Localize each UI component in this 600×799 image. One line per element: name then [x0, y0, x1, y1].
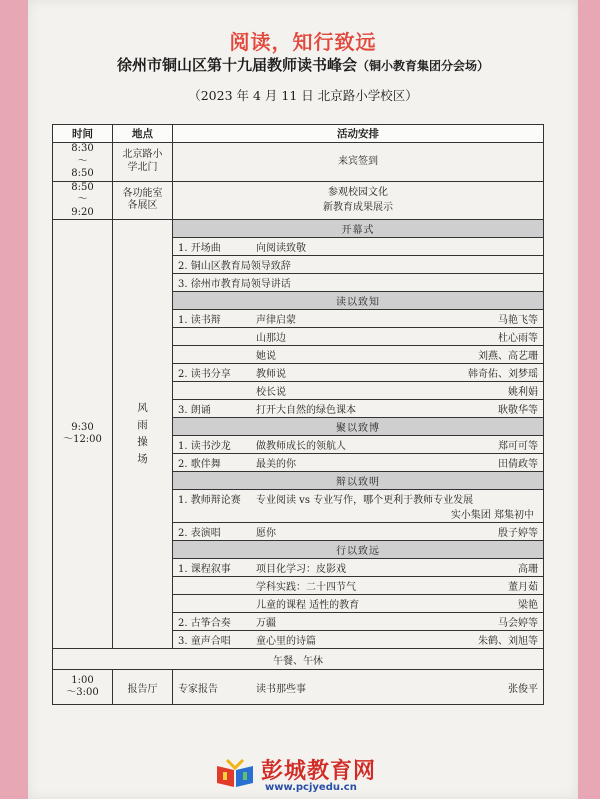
- program-line: [178, 347, 538, 362]
- program-line: [178, 311, 538, 326]
- time-cell: [53, 181, 113, 220]
- time-text: 8:50: [71, 168, 94, 179]
- program-content: 声律启蒙: [256, 315, 296, 326]
- program-content: 项目化学习：皮影戏: [256, 564, 346, 575]
- header-row: [53, 125, 544, 143]
- lunch-row: [53, 649, 544, 670]
- main-place-cell: [113, 220, 173, 649]
- program-person: 田倩政等: [498, 459, 538, 470]
- program-person: 刘燕、高艺珊: [478, 351, 538, 362]
- program-line: [178, 632, 538, 647]
- program-cell: [173, 631, 544, 649]
- section-row: [53, 220, 544, 238]
- time-text: ～: [77, 155, 88, 167]
- section-title: 开幕式: [173, 220, 544, 238]
- activity-text: 新教育成果展示: [323, 202, 393, 214]
- schedule-table: [52, 124, 544, 705]
- program-item: 1. 教师辩论赛: [178, 495, 241, 506]
- program-line: [178, 275, 538, 290]
- program-cell: [173, 577, 544, 595]
- time-text: ～3:00: [66, 687, 99, 698]
- time-text: 9:20: [71, 206, 94, 218]
- afternoon-content: 读书那些事: [256, 683, 306, 695]
- program-item: 3. 童声合唱: [178, 636, 231, 647]
- schedule-row: [53, 143, 544, 182]
- afternoon-item: 专家报告: [178, 683, 218, 695]
- afternoon-row: [53, 670, 544, 705]
- program-item: 1. 读书辩: [178, 315, 221, 326]
- program-person: 韩奇佑、刘梦瑶: [468, 369, 538, 380]
- watermark-logo: [215, 752, 405, 796]
- program-content: 儿童的课程 适性的教育: [256, 600, 360, 611]
- program-line: [178, 578, 538, 593]
- program-line: [178, 614, 538, 629]
- program-cell: [173, 490, 544, 523]
- program-cell: [173, 595, 544, 613]
- program-cell: [173, 364, 544, 382]
- activity-text: 参观校园文化: [328, 187, 388, 199]
- afternoon-line: [178, 680, 538, 695]
- program-line: [178, 455, 538, 470]
- place-text: 北京路小: [122, 149, 163, 161]
- place-char: 操: [137, 436, 148, 448]
- program-content: 童心里的诗篇: [256, 636, 316, 647]
- lunch-cell: 午餐、午休: [53, 649, 544, 670]
- place-cell: [113, 181, 173, 220]
- watermark-name: 彭城教育网: [261, 759, 377, 784]
- program-line: [178, 329, 538, 344]
- program-line: [178, 365, 538, 380]
- program-person: 杜心雨等: [498, 333, 538, 344]
- time-text: 9:30: [71, 421, 94, 433]
- program-content: 做教师成长的领航人: [256, 441, 346, 452]
- time-text: ～12:00: [63, 434, 102, 445]
- program-person: 姚利娟: [508, 387, 538, 398]
- program-item: 2. 表演唱: [178, 528, 221, 539]
- section-title: 读以致知: [173, 292, 544, 310]
- time-cell: [53, 143, 113, 182]
- program-content: 教师说: [256, 369, 286, 380]
- place-vertical: [137, 400, 148, 467]
- afternoon-activity-cell: [173, 670, 544, 705]
- document-subtitle: [28, 54, 578, 75]
- afternoon-place-cell: 报告厅: [113, 670, 173, 705]
- program-person: 郑可可等: [498, 441, 538, 452]
- program-line-second: 实小集团 郑集初中: [450, 510, 534, 521]
- program-item: 1. 读书沙龙: [178, 441, 231, 452]
- place-char: 场: [137, 452, 148, 465]
- program-cell: [173, 238, 544, 256]
- program-cell: [173, 400, 544, 418]
- place-text: 学北门: [127, 161, 158, 173]
- program-item: 2. 歌伴舞: [178, 459, 221, 470]
- header-place: 地点: [113, 125, 173, 143]
- program-content: 山那边: [256, 333, 286, 344]
- time-text: ～: [77, 194, 88, 205]
- program-content: 打开大自然的绿色课本: [256, 405, 356, 416]
- program-person: 梁艳: [518, 600, 538, 611]
- program-item: 2. 读书分享: [178, 369, 231, 380]
- program-cell: [173, 523, 544, 541]
- subtitle-main: 徐州市铜山区第十九届教师读书峰会: [116, 56, 357, 74]
- program-cell: [173, 559, 544, 577]
- program-content: 向阅读致敬: [256, 243, 306, 254]
- program-person: 朱鹤、刘旭等: [478, 636, 538, 647]
- program-person: 耿敬华等: [498, 405, 538, 416]
- time-text: 8:30: [71, 143, 94, 154]
- program-line: [178, 239, 538, 254]
- program-person: 殷子婷等: [498, 528, 538, 539]
- program-line: [178, 437, 538, 452]
- schedule-row: [53, 181, 544, 220]
- program-content: 校长说: [256, 387, 286, 398]
- program-item: 1. 课程叙事: [178, 564, 231, 575]
- program-content: 最美的你: [256, 459, 296, 470]
- program-item: 1. 开场曲: [178, 243, 221, 254]
- program-cell: [173, 436, 544, 454]
- section-title: 聚以致博: [173, 418, 544, 436]
- program-person: 董月茹: [508, 582, 538, 593]
- book-icon: [215, 758, 255, 788]
- place-cell: [113, 143, 173, 182]
- header-activity: 活动安排: [173, 125, 544, 143]
- afternoon-time-cell: [53, 670, 113, 705]
- program-cell: [173, 382, 544, 400]
- program-content: 专业阅读 vs 专业写作，哪个更利于教师专业发展: [256, 495, 474, 506]
- program-person: 马艳飞等: [498, 315, 538, 326]
- program-line: [178, 401, 538, 416]
- section-title: 辩以致明: [173, 472, 544, 490]
- place-char: 风: [137, 402, 148, 415]
- program-item: 3. 徐州市教育局领导讲话: [178, 279, 291, 290]
- main-time-cell: [53, 220, 113, 649]
- activity-cell: [173, 181, 544, 220]
- program-cell: [173, 256, 544, 274]
- program-line: [178, 596, 538, 611]
- program-cell: [173, 328, 544, 346]
- program-item: 2. 铜山区教育局领导致辞: [178, 261, 291, 272]
- program-item: 3. 朗诵: [178, 405, 211, 416]
- program-line: [178, 524, 538, 539]
- afternoon-person: 张俊平: [508, 683, 538, 695]
- activity-cell: [173, 143, 544, 182]
- activity-lines: [178, 154, 538, 169]
- program-line: [178, 491, 538, 506]
- section-title: 行以致远: [173, 541, 544, 559]
- program-person: 马会婷等: [498, 618, 538, 629]
- place-text: 各功能室: [122, 187, 163, 199]
- program-cell: [173, 274, 544, 292]
- activity-text: 来宾签到: [338, 156, 378, 168]
- program-line: [178, 383, 538, 398]
- document-title: 阅读，知行致远: [229, 30, 377, 54]
- program-item: 2. 古筝合奏: [178, 618, 231, 629]
- program-content: 愿你: [256, 528, 276, 539]
- program-cell: [173, 454, 544, 472]
- subtitle-branch: （铜小教育集团分会场）: [357, 59, 490, 73]
- program-cell: [173, 346, 544, 364]
- program-line: [178, 257, 538, 272]
- program-cell: [173, 310, 544, 328]
- program-content: 学科实践：二十四节气: [256, 582, 356, 593]
- watermark-url: www.pcjyedu.cn: [265, 782, 357, 793]
- program-line: [178, 560, 538, 575]
- place-char: 雨: [137, 419, 148, 432]
- time-text: 1:00: [71, 674, 94, 686]
- place-text: 各展区: [127, 200, 158, 212]
- program-cell: [173, 613, 544, 631]
- activity-lines: [178, 185, 538, 215]
- header-time: 时间: [53, 125, 113, 143]
- date-location-line: （2023 年 4 月 11 日 北京路小学校区）: [188, 88, 418, 103]
- program-person: 高珊: [518, 564, 538, 575]
- program-content: 万疆: [256, 618, 276, 629]
- program-content: 她说: [256, 351, 276, 362]
- time-text: 8:50: [71, 181, 94, 193]
